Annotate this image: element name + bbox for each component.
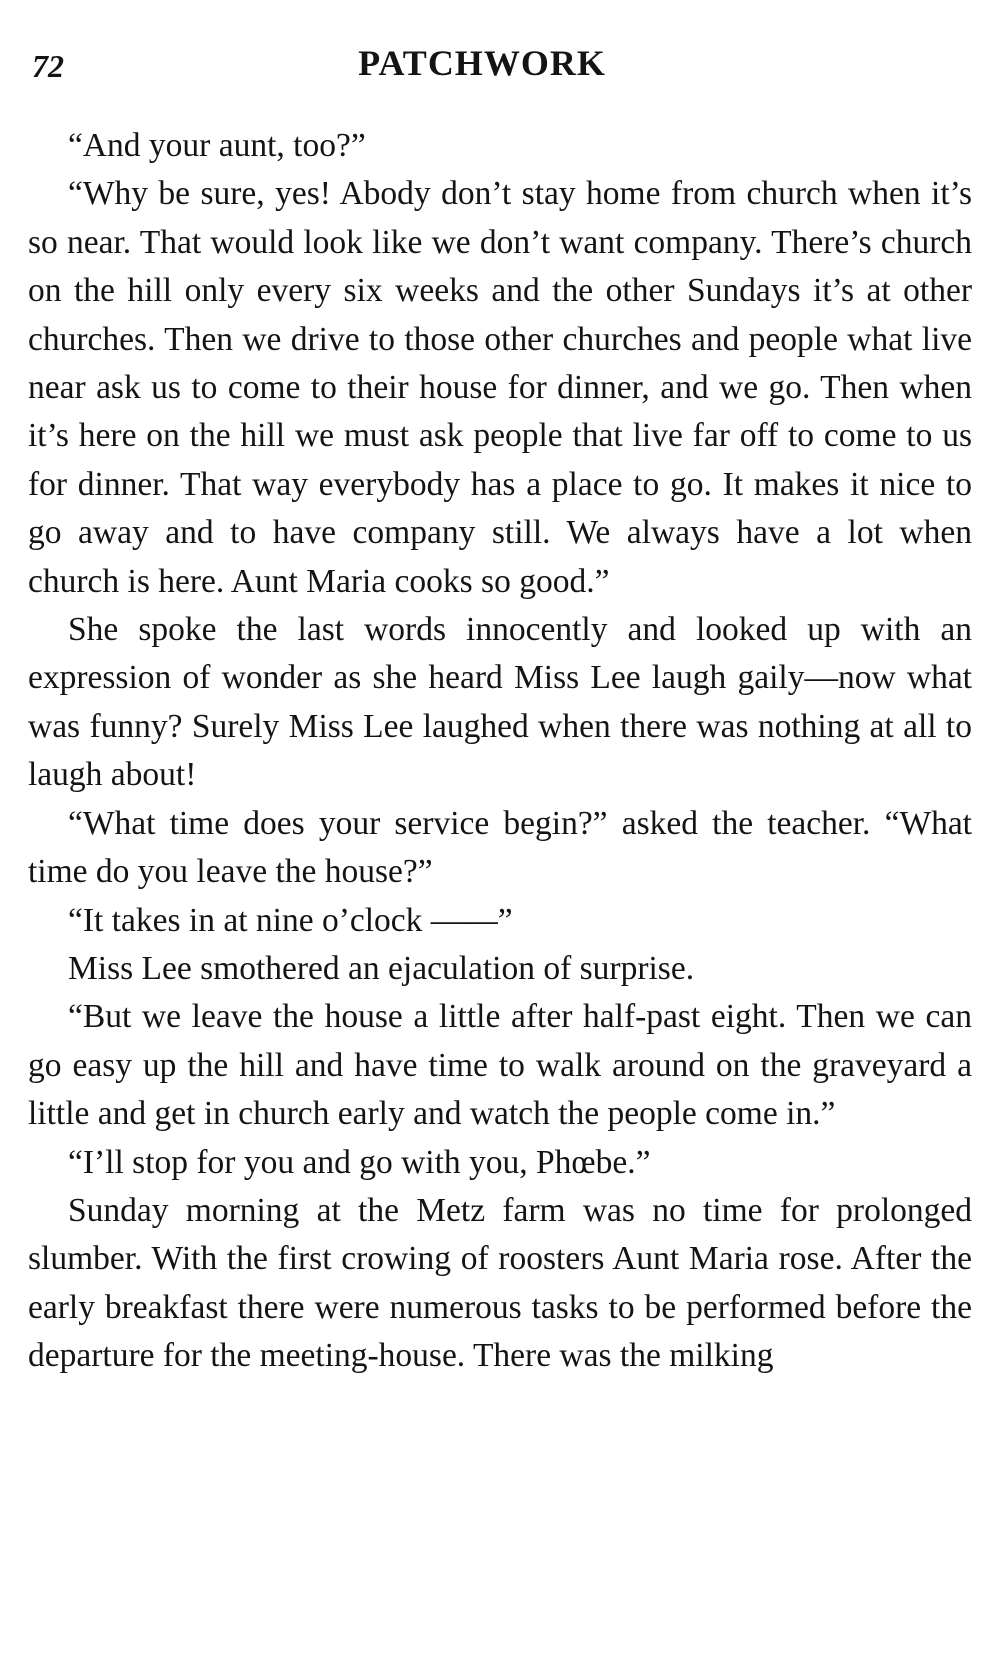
paragraph: “What time does your service begin?” asked the teacher. “What time do you leave the house?” [28,804,972,891]
paragraph: “I’ll stop for you and go with you, Phœbe.” [68,1143,651,1181]
paragraph: “It takes in at nine o’clock ——” [68,901,513,939]
running-title: PATCHWORK [358,43,606,83]
paragraph: “But we leave the house a little after half-past eight. Then we can go easy up the hill and have time to walk around on the graveyard a little and get in church early and watch the people come in.” [28,998,972,1133]
paragraph: She spoke the last words innocently and looked up with an expression of wonder as she heard Miss Lee laugh gaily—now what was funny? Surely Miss Lee laughed when there was nothing at all to laugh about! [28,611,972,794]
paragraph: Miss Lee smothered an ejaculation of surprise. [68,949,695,987]
body-text [28,122,972,1381]
paragraph: “And your aunt, too?” [68,127,366,164]
page-number: 72 [32,48,64,84]
running-head [32,42,932,92]
paragraph: “Why be sure, yes! Abody don’t stay home from church when it’s so near. That would look like we don’t want company. There’s church on the hill only every six weeks and the other Sundays it’s at other churches. Then we drive to those other churches and people what live near ask us to come to their house for dinner, and we go. Then when it’s here on the hill we must ask people that live far off to come to us for dinner. That way everybody has a place to go. It makes it nice to go away and to have company still. We always have a lot when church is here. Aunt Maria cooks so good.” [28,175,972,600]
paragraph: Sunday morning at the Metz farm was no time for prolonged slumber. With the first crowing of roosters Aunt Maria rose. After the early breakfast there were numerous tasks to be performed before the departure for the meeting-house. There was the milking [28,1191,972,1375]
